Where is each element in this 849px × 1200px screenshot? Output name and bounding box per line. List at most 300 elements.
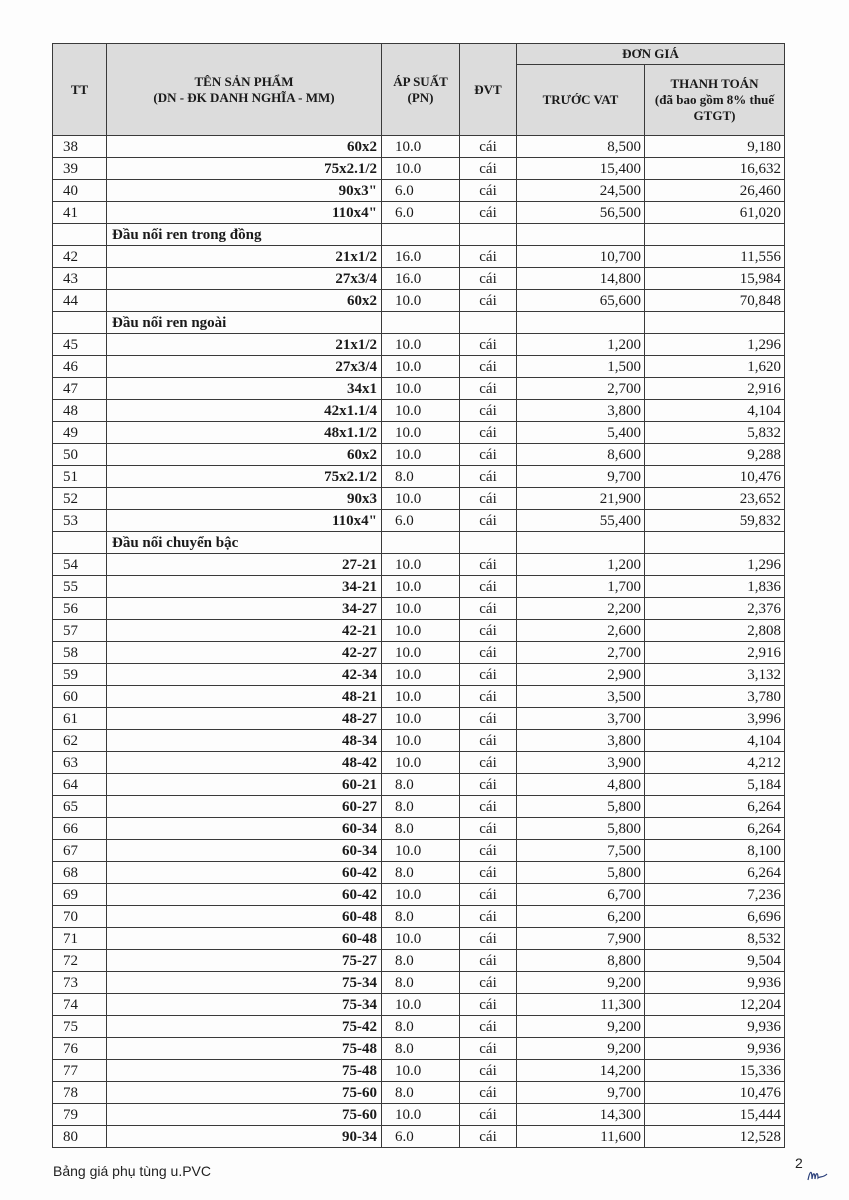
cell-product-name: 75-60 — [107, 1082, 382, 1104]
cell-tt: 47 — [53, 378, 107, 400]
cell-pressure — [382, 224, 460, 246]
cell-unit: cái — [460, 642, 517, 664]
table-row — [53, 752, 785, 774]
cell-unit: cái — [460, 334, 517, 356]
cell-unit: cái — [460, 576, 517, 598]
cell-total: 9,504 — [645, 950, 785, 972]
cell-unit: cái — [460, 246, 517, 268]
section-row — [53, 224, 785, 246]
cell-before-vat — [517, 532, 645, 554]
cell-pressure: 10.0 — [382, 928, 460, 950]
table-row — [53, 136, 785, 158]
cell-before-vat: 7,900 — [517, 928, 645, 950]
cell-tt: 50 — [53, 444, 107, 466]
cell-tt: 45 — [53, 334, 107, 356]
cell-pressure: 8.0 — [382, 796, 460, 818]
cell-pressure: 8.0 — [382, 950, 460, 972]
table-row — [53, 884, 785, 906]
table-row — [53, 664, 785, 686]
cell-tt: 55 — [53, 576, 107, 598]
cell-unit: cái — [460, 1082, 517, 1104]
cell-tt: 44 — [53, 290, 107, 312]
cell-before-vat: 6,700 — [517, 884, 645, 906]
header-price-group: ĐƠN GIÁ — [517, 44, 785, 65]
cell-pressure — [382, 532, 460, 554]
cell-product-name: 75x2.1/2 — [107, 466, 382, 488]
cell-product-name: 60-21 — [107, 774, 382, 796]
cell-unit: cái — [460, 730, 517, 752]
cell-total: 10,476 — [645, 1082, 785, 1104]
cell-tt: 54 — [53, 554, 107, 576]
cell-total — [645, 224, 785, 246]
header-payment-line3: GTGT) — [693, 108, 736, 123]
cell-before-vat: 65,600 — [517, 290, 645, 312]
table-row — [53, 1016, 785, 1038]
cell-product-name: 48-42 — [107, 752, 382, 774]
cell-pressure: 16.0 — [382, 246, 460, 268]
cell-before-vat: 1,500 — [517, 356, 645, 378]
header-tt: TT — [53, 44, 107, 136]
cell-before-vat: 2,600 — [517, 620, 645, 642]
cell-total: 59,832 — [645, 510, 785, 532]
header-product-name — [107, 44, 382, 136]
table-row — [53, 246, 785, 268]
table-row — [53, 488, 785, 510]
cell-total: 10,476 — [645, 466, 785, 488]
cell-total: 9,180 — [645, 136, 785, 158]
cell-before-vat: 1,200 — [517, 334, 645, 356]
cell-tt: 56 — [53, 598, 107, 620]
table-row — [53, 862, 785, 884]
cell-unit: cái — [460, 664, 517, 686]
cell-total: 2,916 — [645, 642, 785, 664]
cell-product-name: 110x4" — [107, 510, 382, 532]
cell-before-vat: 14,200 — [517, 1060, 645, 1082]
cell-product-name: 110x4" — [107, 202, 382, 224]
cell-before-vat: 15,400 — [517, 158, 645, 180]
cell-unit: cái — [460, 136, 517, 158]
table-row — [53, 774, 785, 796]
cell-total: 23,652 — [645, 488, 785, 510]
cell-tt: 70 — [53, 906, 107, 928]
cell-total: 2,808 — [645, 620, 785, 642]
cell-product-name: 75-34 — [107, 972, 382, 994]
cell-total: 70,848 — [645, 290, 785, 312]
cell-before-vat: 3,900 — [517, 752, 645, 774]
cell-unit — [460, 312, 517, 334]
cell-before-vat: 5,800 — [517, 862, 645, 884]
cell-total: 61,020 — [645, 202, 785, 224]
cell-unit: cái — [460, 180, 517, 202]
table-row — [53, 378, 785, 400]
table-row — [53, 400, 785, 422]
cell-tt: 73 — [53, 972, 107, 994]
cell-pressure: 8.0 — [382, 972, 460, 994]
cell-pressure: 8.0 — [382, 818, 460, 840]
cell-product-name: 60-34 — [107, 818, 382, 840]
cell-before-vat: 9,200 — [517, 1016, 645, 1038]
table-row — [53, 730, 785, 752]
cell-unit: cái — [460, 158, 517, 180]
cell-tt: 64 — [53, 774, 107, 796]
section-title: Đầu nối chuyển bậc — [107, 532, 382, 554]
cell-before-vat: 55,400 — [517, 510, 645, 532]
cell-unit: cái — [460, 884, 517, 906]
cell-before-vat: 3,500 — [517, 686, 645, 708]
cell-before-vat: 5,400 — [517, 422, 645, 444]
cell-pressure: 10.0 — [382, 994, 460, 1016]
header-pressure-line2: (PN) — [407, 89, 434, 105]
cell-pressure: 6.0 — [382, 1126, 460, 1148]
cell-total: 9,936 — [645, 972, 785, 994]
cell-total: 8,100 — [645, 840, 785, 862]
cell-total: 9,288 — [645, 444, 785, 466]
table-row — [53, 576, 785, 598]
cell-product-name: 90-34 — [107, 1126, 382, 1148]
table-row — [53, 686, 785, 708]
cell-product-name: 75-60 — [107, 1104, 382, 1126]
cell-product-name: 60-48 — [107, 928, 382, 950]
cell-tt: 71 — [53, 928, 107, 950]
cell-tt: 41 — [53, 202, 107, 224]
cell-pressure: 10.0 — [382, 378, 460, 400]
cell-before-vat: 8,500 — [517, 136, 645, 158]
cell-total: 11,556 — [645, 246, 785, 268]
cell-tt: 63 — [53, 752, 107, 774]
cell-tt: 61 — [53, 708, 107, 730]
cell-product-name: 27x3/4 — [107, 356, 382, 378]
table-row — [53, 994, 785, 1016]
table-row — [53, 180, 785, 202]
table-row — [53, 202, 785, 224]
cell-tt: 53 — [53, 510, 107, 532]
table-row — [53, 1126, 785, 1148]
cell-product-name: 42-27 — [107, 642, 382, 664]
cell-total: 2,376 — [645, 598, 785, 620]
cell-before-vat: 9,200 — [517, 972, 645, 994]
cell-product-name: 27x3/4 — [107, 268, 382, 290]
cell-total: 4,212 — [645, 752, 785, 774]
table-row — [53, 290, 785, 312]
header-product-name-line2: (DN - ĐK DANH NGHĨA - MM) — [153, 89, 335, 105]
cell-pressure: 10.0 — [382, 158, 460, 180]
cell-total: 7,236 — [645, 884, 785, 906]
cell-tt: 65 — [53, 796, 107, 818]
cell-before-vat: 5,800 — [517, 818, 645, 840]
cell-pressure: 10.0 — [382, 290, 460, 312]
cell-pressure: 10.0 — [382, 1060, 460, 1082]
table-row — [53, 840, 785, 862]
cell-product-name: 90x3" — [107, 180, 382, 202]
cell-total: 16,632 — [645, 158, 785, 180]
cell-tt: 43 — [53, 268, 107, 290]
table-row — [53, 906, 785, 928]
cell-total: 15,444 — [645, 1104, 785, 1126]
cell-tt: 75 — [53, 1016, 107, 1038]
table-row — [53, 510, 785, 532]
cell-before-vat: 8,800 — [517, 950, 645, 972]
cell-total: 12,204 — [645, 994, 785, 1016]
cell-before-vat: 11,300 — [517, 994, 645, 1016]
cell-unit: cái — [460, 994, 517, 1016]
cell-before-vat: 9,700 — [517, 466, 645, 488]
cell-product-name: 75-48 — [107, 1060, 382, 1082]
cell-total: 4,104 — [645, 730, 785, 752]
cell-total: 6,264 — [645, 862, 785, 884]
table-row — [53, 1104, 785, 1126]
cell-total: 26,460 — [645, 180, 785, 202]
cell-pressure: 8.0 — [382, 906, 460, 928]
cell-before-vat: 11,600 — [517, 1126, 645, 1148]
cell-total: 1,620 — [645, 356, 785, 378]
cell-before-vat: 1,200 — [517, 554, 645, 576]
cell-product-name: 21x1/2 — [107, 246, 382, 268]
cell-tt: 40 — [53, 180, 107, 202]
cell-pressure: 6.0 — [382, 180, 460, 202]
cell-before-vat: 3,800 — [517, 400, 645, 422]
cell-unit: cái — [460, 840, 517, 862]
cell-before-vat: 24,500 — [517, 180, 645, 202]
section-title: Đầu nối ren trong đồng — [107, 224, 382, 246]
cell-tt: 59 — [53, 664, 107, 686]
cell-tt: 77 — [53, 1060, 107, 1082]
cell-product-name: 75-34 — [107, 994, 382, 1016]
cell-unit: cái — [460, 686, 517, 708]
cell-before-vat: 2,700 — [517, 378, 645, 400]
cell-pressure: 6.0 — [382, 510, 460, 532]
cell-unit: cái — [460, 928, 517, 950]
cell-unit: cái — [460, 950, 517, 972]
table-row — [53, 554, 785, 576]
cell-product-name: 60-42 — [107, 862, 382, 884]
cell-tt: 48 — [53, 400, 107, 422]
cell-pressure: 10.0 — [382, 840, 460, 862]
section-row — [53, 312, 785, 334]
table-row — [53, 972, 785, 994]
cell-tt — [53, 532, 107, 554]
cell-product-name: 75-27 — [107, 950, 382, 972]
table-row — [53, 466, 785, 488]
cell-product-name: 48-21 — [107, 686, 382, 708]
cell-unit: cái — [460, 972, 517, 994]
cell-tt: 42 — [53, 246, 107, 268]
cell-product-name: 42-34 — [107, 664, 382, 686]
cell-product-name: 48-34 — [107, 730, 382, 752]
cell-pressure: 8.0 — [382, 774, 460, 796]
cell-before-vat: 1,700 — [517, 576, 645, 598]
cell-total: 4,104 — [645, 400, 785, 422]
cell-pressure: 8.0 — [382, 1016, 460, 1038]
cell-tt: 51 — [53, 466, 107, 488]
cell-pressure: 10.0 — [382, 136, 460, 158]
cell-before-vat: 56,500 — [517, 202, 645, 224]
cell-pressure: 10.0 — [382, 708, 460, 730]
cell-product-name: 90x3 — [107, 488, 382, 510]
table-body — [53, 136, 785, 1148]
cell-before-vat: 14,300 — [517, 1104, 645, 1126]
table-row — [53, 620, 785, 642]
cell-unit: cái — [460, 290, 517, 312]
table-row — [53, 950, 785, 972]
cell-product-name: 60x2 — [107, 290, 382, 312]
cell-tt: 60 — [53, 686, 107, 708]
header-product-name-line1: TÊN SẢN PHẨM — [194, 73, 294, 89]
cell-total: 6,264 — [645, 818, 785, 840]
cell-total: 6,696 — [645, 906, 785, 928]
cell-pressure: 8.0 — [382, 466, 460, 488]
cell-unit: cái — [460, 774, 517, 796]
header-pressure — [382, 44, 460, 136]
cell-unit: cái — [460, 598, 517, 620]
cell-unit: cái — [460, 488, 517, 510]
cell-tt: 39 — [53, 158, 107, 180]
cell-before-vat: 9,700 — [517, 1082, 645, 1104]
cell-unit: cái — [460, 444, 517, 466]
cell-total: 1,296 — [645, 554, 785, 576]
cell-tt: 57 — [53, 620, 107, 642]
cell-unit: cái — [460, 1060, 517, 1082]
cell-pressure: 6.0 — [382, 202, 460, 224]
cell-pressure: 10.0 — [382, 400, 460, 422]
cell-unit: cái — [460, 906, 517, 928]
cell-pressure: 10.0 — [382, 730, 460, 752]
cell-pressure: 10.0 — [382, 1104, 460, 1126]
header-unit: ĐVT — [460, 44, 517, 136]
handwritten-initials — [806, 1166, 830, 1184]
cell-before-vat — [517, 224, 645, 246]
cell-product-name: 60-42 — [107, 884, 382, 906]
cell-before-vat: 3,800 — [517, 730, 645, 752]
cell-before-vat: 9,200 — [517, 1038, 645, 1060]
cell-tt: 68 — [53, 862, 107, 884]
page-number: 2 — [795, 1155, 803, 1171]
cell-product-name: 60-27 — [107, 796, 382, 818]
cell-product-name: 27-21 — [107, 554, 382, 576]
cell-unit: cái — [460, 708, 517, 730]
cell-before-vat: 14,800 — [517, 268, 645, 290]
cell-unit: cái — [460, 862, 517, 884]
cell-pressure: 10.0 — [382, 620, 460, 642]
cell-product-name: 60x2 — [107, 136, 382, 158]
table-row — [53, 796, 785, 818]
table-row — [53, 356, 785, 378]
cell-pressure: 16.0 — [382, 268, 460, 290]
cell-total: 15,336 — [645, 1060, 785, 1082]
cell-pressure: 8.0 — [382, 862, 460, 884]
cell-total: 9,936 — [645, 1038, 785, 1060]
cell-pressure: 10.0 — [382, 642, 460, 664]
cell-tt: 69 — [53, 884, 107, 906]
cell-product-name: 42-21 — [107, 620, 382, 642]
cell-unit: cái — [460, 378, 517, 400]
cell-before-vat: 3,700 — [517, 708, 645, 730]
cell-total: 5,184 — [645, 774, 785, 796]
cell-tt: 78 — [53, 1082, 107, 1104]
cell-product-name: 21x1/2 — [107, 334, 382, 356]
table-row — [53, 1038, 785, 1060]
cell-tt: 46 — [53, 356, 107, 378]
cell-unit: cái — [460, 422, 517, 444]
table-row — [53, 928, 785, 950]
cell-product-name: 48-27 — [107, 708, 382, 730]
table-row — [53, 422, 785, 444]
cell-total: 9,936 — [645, 1016, 785, 1038]
cell-unit: cái — [460, 1126, 517, 1148]
cell-total: 3,132 — [645, 664, 785, 686]
table-row — [53, 1060, 785, 1082]
cell-unit: cái — [460, 1038, 517, 1060]
cell-before-vat: 2,900 — [517, 664, 645, 686]
cell-before-vat: 2,200 — [517, 598, 645, 620]
cell-pressure: 10.0 — [382, 576, 460, 598]
cell-total: 6,264 — [645, 796, 785, 818]
table-row — [53, 444, 785, 466]
table-header — [53, 44, 785, 136]
cell-product-name: 60x2 — [107, 444, 382, 466]
cell-tt: 72 — [53, 950, 107, 972]
cell-pressure — [382, 312, 460, 334]
cell-before-vat: 4,800 — [517, 774, 645, 796]
cell-product-name: 34-27 — [107, 598, 382, 620]
cell-pressure: 10.0 — [382, 444, 460, 466]
cell-unit: cái — [460, 796, 517, 818]
cell-before-vat: 7,500 — [517, 840, 645, 862]
cell-unit: cái — [460, 400, 517, 422]
cell-tt: 66 — [53, 818, 107, 840]
cell-pressure: 10.0 — [382, 752, 460, 774]
cell-total: 1,296 — [645, 334, 785, 356]
cell-unit: cái — [460, 356, 517, 378]
cell-unit: cái — [460, 466, 517, 488]
table-row — [53, 818, 785, 840]
footer-document-title: Bảng giá phụ tùng u.PVC — [53, 1163, 212, 1179]
header-payment-line2: (đã bao gồm 8% thuế — [654, 92, 775, 107]
cell-tt: 58 — [53, 642, 107, 664]
table-row — [53, 334, 785, 356]
cell-pressure: 8.0 — [382, 1082, 460, 1104]
header-payment — [645, 65, 785, 136]
cell-tt: 62 — [53, 730, 107, 752]
cell-unit: cái — [460, 1104, 517, 1126]
cell-before-vat: 2,700 — [517, 642, 645, 664]
cell-total: 2,916 — [645, 378, 785, 400]
cell-unit: cái — [460, 268, 517, 290]
cell-tt — [53, 224, 107, 246]
cell-tt — [53, 312, 107, 334]
cell-tt: 79 — [53, 1104, 107, 1126]
table-row — [53, 1082, 785, 1104]
cell-before-vat: 8,600 — [517, 444, 645, 466]
cell-unit: cái — [460, 1016, 517, 1038]
cell-tt: 49 — [53, 422, 107, 444]
table-row — [53, 708, 785, 730]
cell-unit: cái — [460, 818, 517, 840]
header-pressure-line1: ÁP SUẤT — [393, 73, 448, 89]
cell-tt: 67 — [53, 840, 107, 862]
cell-product-name: 34-21 — [107, 576, 382, 598]
cell-product-name: 42x1.1/4 — [107, 400, 382, 422]
cell-unit: cái — [460, 510, 517, 532]
section-title: Đầu nối ren ngoài — [107, 312, 382, 334]
cell-unit — [460, 532, 517, 554]
cell-tt: 38 — [53, 136, 107, 158]
cell-tt: 52 — [53, 488, 107, 510]
cell-tt: 80 — [53, 1126, 107, 1148]
cell-tt: 76 — [53, 1038, 107, 1060]
table-row — [53, 598, 785, 620]
cell-pressure: 10.0 — [382, 422, 460, 444]
cell-pressure: 10.0 — [382, 884, 460, 906]
